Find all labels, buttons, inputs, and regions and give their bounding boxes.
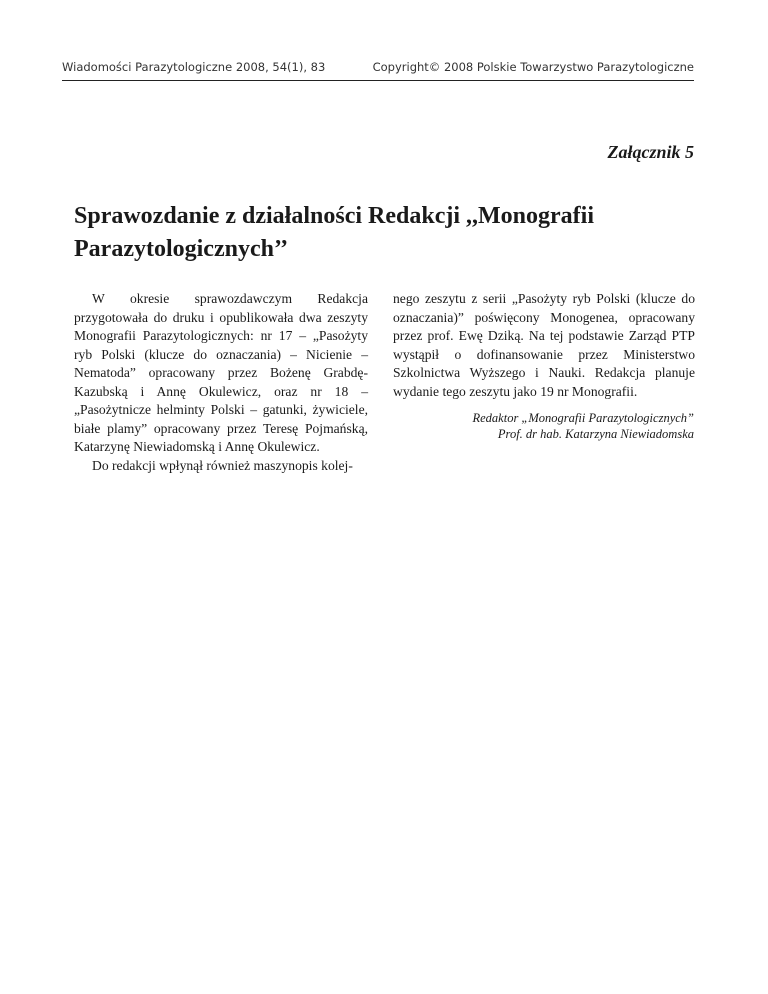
editor-role: Redaktor „Monografii Parazytologicznych” (472, 411, 694, 425)
copyright-notice: Copyright© 2008 Polskie Towarzystwo Parazytologiczne (372, 60, 694, 74)
journal-citation: Wiadomości Parazytologiczne 2008, 54(1), 83 (62, 60, 326, 74)
editor-name: Prof. dr hab. Katarzyna Niewiadomska (497, 427, 694, 441)
paragraph-2-end: nego zeszytu z serii „Pasożyty ryb Polski (klucze do oznaczania)” poświęcony Monogenea, opracowany przez prof. Ewę Dziką. Na tej podstawie Zarząd PTP wystąpił o dofinansowanie przez Ministerstwo Szkolnictwa Wyższego i Nauki. Redakcja planuje wydanie tego zeszytu jako 19 nr Monografii. (393, 291, 695, 399)
running-header (62, 58, 694, 81)
paragraph-1: W okresie sprawozdawczym Redakcja przygotowała do druku i opublikowała dwa zeszyty Monografii Parazytologicznych: nr 17 – „Pasożyty ryb Polski (klucze do oznaczania) – Nicienie – Nematoda” opracowany przez Bożenę Grabdę-Kazubską i Annę Okulewicz, oraz nr 18 – „Pasożytnicze helminty Polski – gatunki, żywiciele, białe plamy” opracowany przez Teresę Pojmańską, Katarzynę Niewiadomską i Annę Okulewicz. (74, 291, 368, 454)
left-column (74, 290, 368, 475)
right-column (393, 290, 695, 401)
report-title: Sprawozdanie z działalności Redakcji ,,Monografii Parazytologicznych’’ (74, 203, 594, 262)
appendix-label: Załącznik 5 (607, 142, 694, 162)
signature-block (374, 410, 694, 442)
paragraph-2-start: Do redakcji wpłynął również maszynopis kolej- (92, 457, 353, 473)
